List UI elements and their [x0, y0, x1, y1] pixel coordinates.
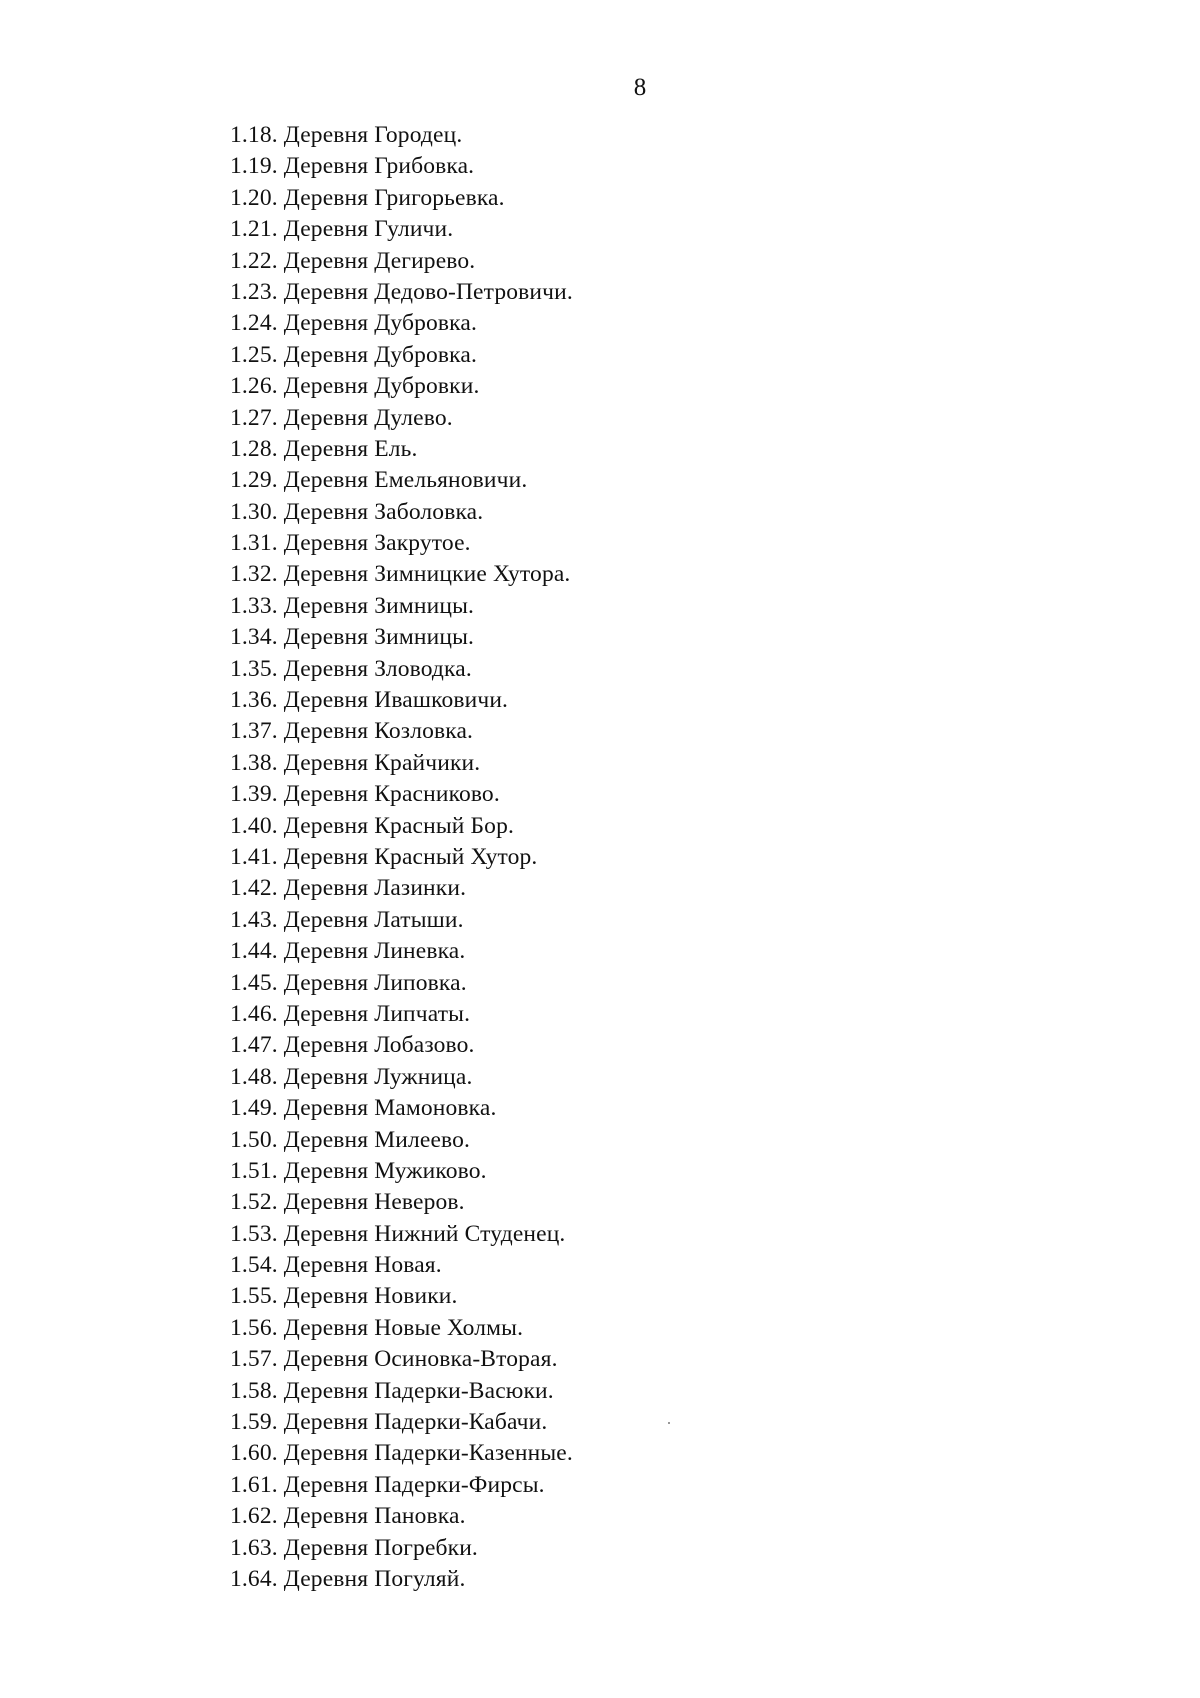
list-item: [230, 559, 573, 590]
list-item-number: 1.29.: [230, 467, 278, 494]
list-item-text: Деревня Григорьевка.: [283, 184, 505, 211]
list-item: [230, 1219, 573, 1250]
list-item: [230, 183, 573, 214]
list-item-text: Деревня Грибовка.: [283, 153, 475, 180]
list-item-text: Деревня Лобазово.: [283, 1032, 475, 1059]
page-number: 8: [633, 74, 647, 101]
list-item: [230, 1376, 573, 1407]
list-item-number: 1.54.: [230, 1252, 278, 1279]
list-item: [230, 654, 573, 685]
list-item-text: Деревня Липовка.: [283, 969, 467, 996]
list-item-text: Деревня Липчаты.: [283, 1000, 471, 1027]
list-item-text: Деревня Погребки.: [283, 1534, 478, 1561]
list-item-number: 1.57.: [230, 1346, 278, 1373]
list-item-number: 1.30.: [230, 498, 278, 525]
list-item-text: Деревня Мужиково.: [283, 1157, 487, 1184]
village-list: [230, 120, 573, 1595]
list-item: [230, 591, 573, 622]
list-item: [230, 1187, 573, 1218]
list-item: [230, 1313, 573, 1344]
list-item: [230, 1062, 573, 1093]
list-item-number: 1.51.: [230, 1157, 278, 1184]
list-item: [230, 497, 573, 528]
list-item: [230, 120, 573, 151]
list-item-text: Деревня Дегирево.: [283, 247, 476, 274]
list-item: [230, 873, 573, 904]
list-item-text: Деревня Падерки-Васюки.: [283, 1377, 554, 1404]
list-item: [230, 905, 573, 936]
list-item-text: Деревня Осиновка-Вторая.: [283, 1346, 558, 1373]
list-item-number: 1.23.: [230, 278, 278, 305]
list-item-number: 1.63.: [230, 1534, 278, 1561]
list-item-number: 1.19.: [230, 153, 278, 180]
list-item-text: Деревня Красный Хутор.: [283, 843, 538, 870]
list-item: [230, 371, 573, 402]
list-item-number: 1.58.: [230, 1377, 278, 1404]
list-item-number: 1.45.: [230, 969, 278, 996]
list-item: [230, 246, 573, 277]
list-item: [230, 434, 573, 465]
list-item-text: Деревня Латыши.: [283, 906, 464, 933]
list-item-number: 1.46.: [230, 1000, 278, 1027]
list-item-text: Деревня Новая.: [283, 1252, 442, 1279]
list-item: [230, 277, 573, 308]
list-item: [230, 1093, 573, 1124]
list-item-number: 1.56.: [230, 1314, 278, 1341]
list-item-number: 1.31.: [230, 530, 278, 557]
list-item-text: Деревня Дубровка.: [283, 310, 477, 337]
list-item-text: Деревня Зимницкие Хутора.: [283, 561, 571, 588]
list-item-number: 1.28.: [230, 435, 278, 462]
list-item-text: Деревня Зловодка.: [283, 655, 472, 682]
list-item-number: 1.18.: [230, 122, 278, 148]
list-item-text: Деревня Дулево.: [283, 404, 453, 431]
list-item: [230, 999, 573, 1030]
list-item-number: 1.64.: [230, 1565, 278, 1592]
list-item: [230, 779, 573, 810]
list-item-text: Деревня Козловка.: [283, 718, 474, 745]
list-item-number: 1.37.: [230, 718, 278, 745]
list-item-number: 1.47.: [230, 1032, 278, 1059]
list-item-number: 1.26.: [230, 373, 278, 400]
list-item-text: Деревня Городец.: [283, 122, 463, 148]
list-item-text: Деревня Нижний Студенец.: [283, 1220, 566, 1247]
list-item-text: Деревня Ивашковичи.: [283, 687, 509, 714]
list-item-text: Деревня Погуляй.: [283, 1565, 466, 1592]
list-item: [230, 748, 573, 779]
list-item-number: 1.52.: [230, 1189, 278, 1216]
list-item-number: 1.61.: [230, 1471, 278, 1498]
list-item-number: 1.43.: [230, 906, 278, 933]
list-item-text: Деревня Дубровка.: [283, 341, 477, 368]
list-item-number: 1.44.: [230, 938, 278, 965]
list-item: [230, 1125, 573, 1156]
list-item-text: Деревня Падерки-Казенные.: [283, 1440, 573, 1467]
list-item-text: Деревня Дубровки.: [283, 373, 480, 400]
list-item: [230, 340, 573, 371]
list-item: [230, 465, 573, 496]
list-item: [230, 1156, 573, 1187]
list-item: [230, 1030, 573, 1061]
list-item-number: 1.41.: [230, 843, 278, 870]
list-item-text: Деревня Закрутое.: [283, 530, 471, 557]
list-item-number: 1.27.: [230, 404, 278, 431]
list-item: [230, 1564, 573, 1595]
list-item-number: 1.34.: [230, 624, 278, 651]
list-item: [230, 716, 573, 747]
list-item-number: 1.42.: [230, 875, 278, 902]
list-item-text: Деревня Линевка.: [283, 938, 466, 965]
list-item-text: Деревня Ель.: [283, 435, 418, 462]
list-item-text: Деревня Красниково.: [283, 781, 500, 808]
list-item-text: Деревня Падерки-Фирсы.: [283, 1471, 545, 1498]
list-item-text: Деревня Крайчики.: [283, 749, 481, 776]
list-item-text: Деревня Гуличи.: [283, 216, 454, 243]
list-item-number: 1.48.: [230, 1063, 278, 1090]
list-item-number: 1.59.: [230, 1409, 278, 1436]
list-item-number: 1.50.: [230, 1126, 278, 1153]
list-item: [230, 1470, 573, 1501]
list-item-text: Деревня Неверов.: [283, 1189, 465, 1216]
list-item: [230, 1501, 573, 1532]
list-item: [230, 685, 573, 716]
list-item-text: Деревня Зимницы.: [283, 624, 475, 651]
list-item-text: Деревня Лазинки.: [283, 875, 467, 902]
list-item-number: 1.39.: [230, 781, 278, 808]
list-item: [230, 214, 573, 245]
list-item-text: Деревня Пановка.: [283, 1503, 466, 1530]
list-item: [230, 842, 573, 873]
list-item-text: Деревня Мамоновка.: [283, 1095, 497, 1122]
list-item: [230, 1250, 573, 1281]
list-item-number: 1.25.: [230, 341, 278, 368]
list-item-text: Деревня Заболовка.: [283, 498, 484, 525]
list-item: [230, 936, 573, 967]
list-item-text: Деревня Милеево.: [283, 1126, 471, 1153]
list-item-number: 1.24.: [230, 310, 278, 337]
list-item-number: 1.20.: [230, 184, 278, 211]
list-item-number: 1.36.: [230, 687, 278, 714]
list-item: [230, 1281, 573, 1312]
list-item-number: 1.38.: [230, 749, 278, 776]
list-item-text: Деревня Емельяновичи.: [283, 467, 528, 494]
list-item-number: 1.55.: [230, 1283, 278, 1310]
list-item: [230, 1407, 573, 1438]
list-item: [230, 1533, 573, 1564]
list-item: [230, 1344, 573, 1375]
list-item-number: 1.60.: [230, 1440, 278, 1467]
list-item: [230, 528, 573, 559]
list-item: [230, 403, 573, 434]
list-item-number: 1.33.: [230, 592, 278, 619]
list-item-text: Деревня Зимницы.: [283, 592, 475, 619]
list-item: [230, 308, 573, 339]
list-item-number: 1.32.: [230, 561, 278, 588]
list-item: [230, 151, 573, 182]
list-item-number: 1.40.: [230, 812, 278, 839]
list-item: [230, 622, 573, 653]
list-item-number: 1.21.: [230, 216, 278, 243]
scan-speck: [668, 1422, 670, 1424]
list-item-text: Деревня Красный Бор.: [283, 812, 515, 839]
list-item-number: 1.62.: [230, 1503, 278, 1530]
list-item-number: 1.22.: [230, 247, 278, 274]
list-item: [230, 968, 573, 999]
list-item: [230, 811, 573, 842]
list-item-text: Деревня Новики.: [283, 1283, 458, 1310]
list-item-text: Деревня Лужница.: [283, 1063, 473, 1090]
list-item-number: 1.53.: [230, 1220, 278, 1247]
list-item: [230, 1438, 573, 1469]
list-item-text: Деревня Дедово-Петровичи.: [283, 278, 573, 305]
list-item-number: 1.35.: [230, 655, 278, 682]
list-item-text: Деревня Новые Холмы.: [283, 1314, 524, 1341]
list-item-text: Деревня Падерки-Кабачи.: [283, 1409, 548, 1436]
list-item-number: 1.49.: [230, 1095, 278, 1122]
